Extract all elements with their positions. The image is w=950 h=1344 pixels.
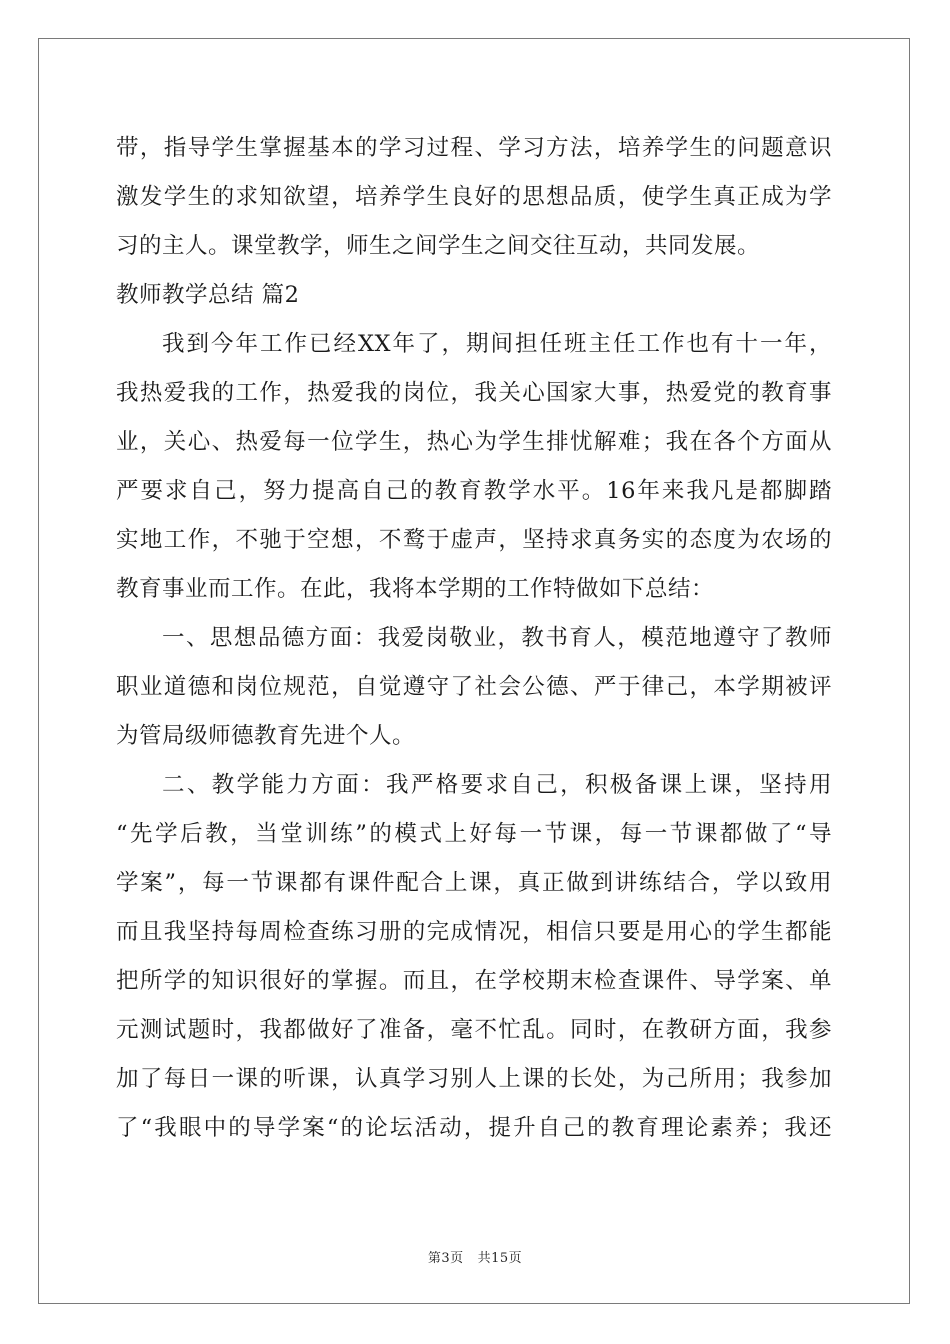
page-number: 第3页 [427, 1251, 464, 1266]
text-line: 职业道德和岗位规范，自觉遵守了社会公德、严于律己，本学期被评 [116, 674, 832, 700]
text-line: 习的主人。课堂教学，师生之间学生之间交往互动，共同发展。 [116, 233, 761, 259]
text-line: 把所学的知识很好的掌握。而且，在学校期末检查课件、导学案、单 [116, 968, 832, 994]
text-line: 我热爱我的工作，热爱我的岗位，我关心国家大事，热爱党的教育事 [116, 380, 832, 406]
text-line: 一、思想品德方面：我爱岗敬业，教书育人，模范地遵守了教师 [162, 625, 832, 651]
document-body [116, 124, 832, 1153]
section-heading: 教师教学总结 篇2 [116, 282, 300, 308]
text-line: 激发学生的求知欲望，培养学生良好的思想品质，使学生真正成为学 [116, 184, 832, 210]
text-line: 严要求自己，努力提高自己的教育教学水平。16年来我凡是都脚踏 [116, 478, 832, 504]
text-line: 教育事业而工作。在此，我将本学期的工作特做如下总结： [116, 576, 715, 602]
text-line: 了“我眼中的导学案“的论坛活动，提升自己的教育理论素养；我还 [116, 1115, 832, 1141]
text-line: 实地工作，不驰于空想，不鹜于虚声，坚持求真务实的态度为农场的 [116, 527, 832, 553]
text-line: 二、教学能力方面：我严格要求自己，积极备课上课，坚持用 [162, 772, 832, 798]
text-line: 而且我坚持每周检查练习册的完成情况，相信只要是用心的学生都能 [116, 919, 832, 945]
page-footer [0, 1247, 950, 1266]
text-line: 带，指导学生掌握基本的学习过程、学习方法，培养学生的问题意识 [116, 135, 832, 161]
text-line: 业，关心、热爱每一位学生，热心为学生排忧解难；我在各个方面从 [116, 429, 832, 455]
text-line: “先学后教，当堂训练”的模式上好每一节课，每一节课都做了“导 [116, 821, 832, 847]
total-pages: 共15页 [477, 1251, 523, 1266]
text-line: 为管局级师德教育先进个人。 [116, 723, 416, 749]
text-line: 我到今年工作已经XX年了，期间担任班主任工作也有十一年， [162, 331, 832, 357]
text-line: 元测试题时，我都做好了准备，毫不忙乱。同时，在教研方面，我参 [116, 1017, 832, 1043]
text-line: 学案”，每一节课都有课件配合上课，真正做到讲练结合，学以致用 [116, 870, 832, 896]
text-line: 加了每日一课的听课，认真学习别人上课的长处，为己所用；我参加 [116, 1066, 832, 1092]
